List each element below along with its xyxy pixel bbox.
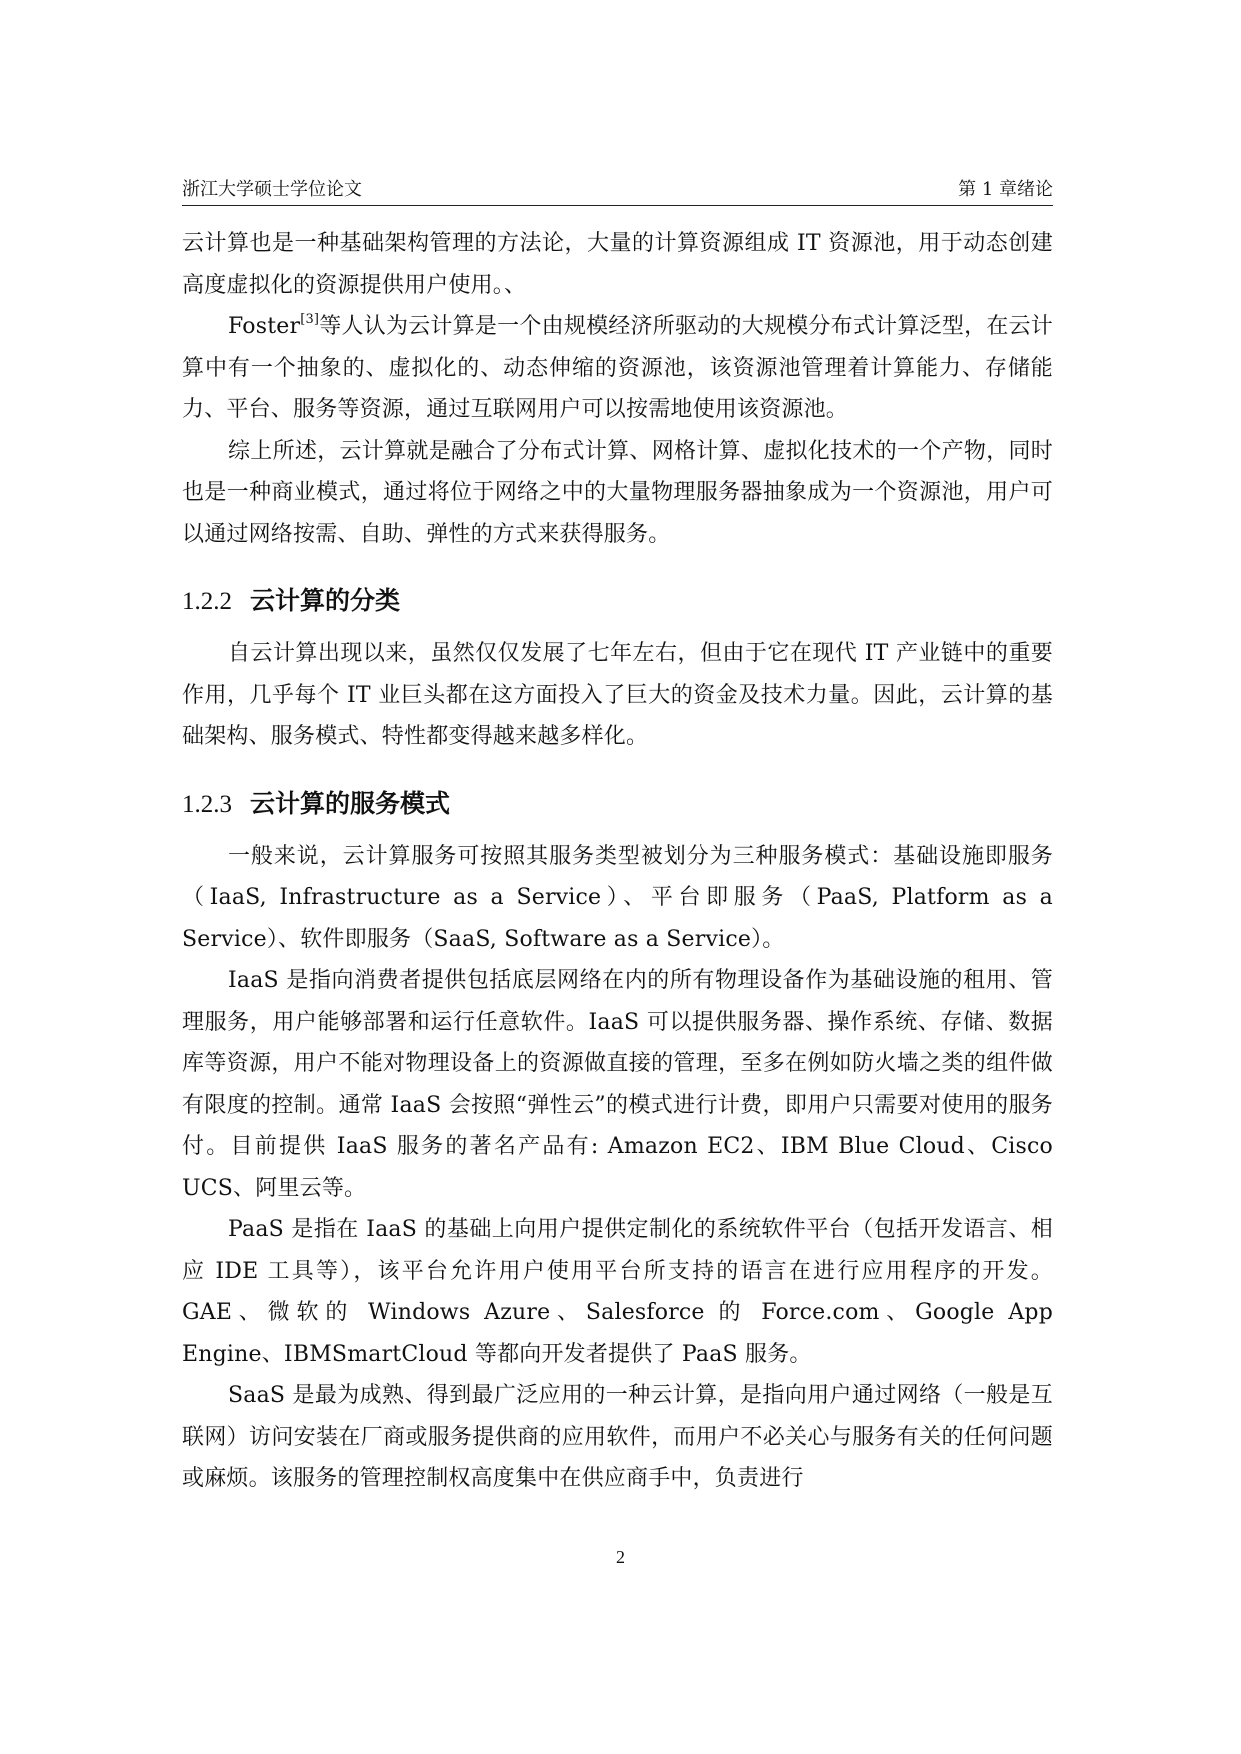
paragraph-paas: PaaS 是指在 IaaS 的基础上向用户提供定制化的系统软件平台（包括开发语言、相应 IDE 工具等），该平台允许用户使用平台所支持的语言在进行应用程序的开发。GAE、微软的 Windows Azure、Salesforce 的 Force.com、Google App Engine、IBMSmartCloud 等都向开发者提供了 PaaS 服务。 <box>182 1217 1053 1367</box>
paragraph-summary: 综上所述，云计算就是融合了分布式计算、网格计算、虚拟化技术的一个产物，同时也是一种商业模式，通过将位于网络之中的大量物理服务器抽象成为一个资源池，用户可以通过网络按需、自助、弹性的方式来获得服务。 <box>182 438 1053 547</box>
running-header <box>182 176 1053 204</box>
foster-definition-text: 等人认为云计算是一个由规模经济所驱动的大规模分布式计算泛型，在云计算中有一个抽象的、虚拟化的、动态伸缩的资源池，该资源池管理着计算能力、存储能力、平台、服务等资源，通过互联网用户可以按需地使用该资源池。 <box>182 314 1053 422</box>
page-body <box>182 223 1053 1500</box>
citation-3: [3] <box>300 311 320 327</box>
section-title: 云计算的服务模式 <box>250 788 451 818</box>
paragraph-iaas: IaaS 是指向消费者提供包括底层网络在内的所有物理设备作为基础设施的租用、管理服务，用户能够部署和运行任意软件。IaaS 可以提供服务器、操作系统、存储、数据库等资源，用户不能对物理设备上的资源做直接的管理，至多在例如防火墙之类的组件做有限度的控制。通常 IaaS 会按照“弹性云”的模式进行计费，即用户只需要对使用的服务付。目前提供 IaaS 服务的著名产品有: Amazon EC2、IBM Blue Cloud、Cisco UCS、阿里云等。 <box>182 968 1053 1201</box>
page-number: 2 <box>616 1547 625 1567</box>
foster-author: Foster <box>228 314 301 339</box>
section-number: 1.2.2 <box>182 588 232 615</box>
paragraph-saas: SaaS 是最为成熟、得到最广泛应用的一种云计算，是指向用户通过网络（一般是互联网）访问安装在厂商或服务提供商的应用软件，而用户不必关心与服务有关的任何问题或麻烦。该服务的管理控制权高度集中在供应商手中，负责进行 <box>182 1383 1053 1491</box>
paragraph-service-models: 一般来说，云计算服务可按照其服务类型被划分为三种服务模式：基础设施即服务（IaaS, Infrastructure as a Service）、平台即服务（PaaS, Platform as a Service）、软件即服务（SaaS, Software as a Service）。 <box>182 843 1053 952</box>
paragraph-cloud-methodology: 云计算也是一种基础架构管理的方法论，大量的计算资源组成 IT 资源池，用于动态创建高度虚拟化的资源提供用户使用。、 <box>182 231 1053 298</box>
paragraph-classification: 自云计算出现以来，虽然仅仅发展了七年左右，但由于它在现代 IT 产业链中的重要作用，几乎每个 IT 业巨头都在这方面投入了巨大的资金及技术力量。因此，云计算的基础架构、服务模式、特性都变得越来越多样化。 <box>182 641 1053 749</box>
section-title: 云计算的分类 <box>250 586 401 615</box>
section-number: 1.2.3 <box>182 790 232 818</box>
section-heading-1-2-2 <box>182 569 1053 633</box>
header-divider <box>182 205 1053 206</box>
header-thesis-title: 浙江大学硕士学位论文 <box>182 179 362 200</box>
section-heading-1-2-3 <box>182 772 1053 836</box>
header-chapter-title: 第 1 章绪论 <box>958 179 1053 200</box>
paragraph-foster-definition <box>182 306 1053 431</box>
